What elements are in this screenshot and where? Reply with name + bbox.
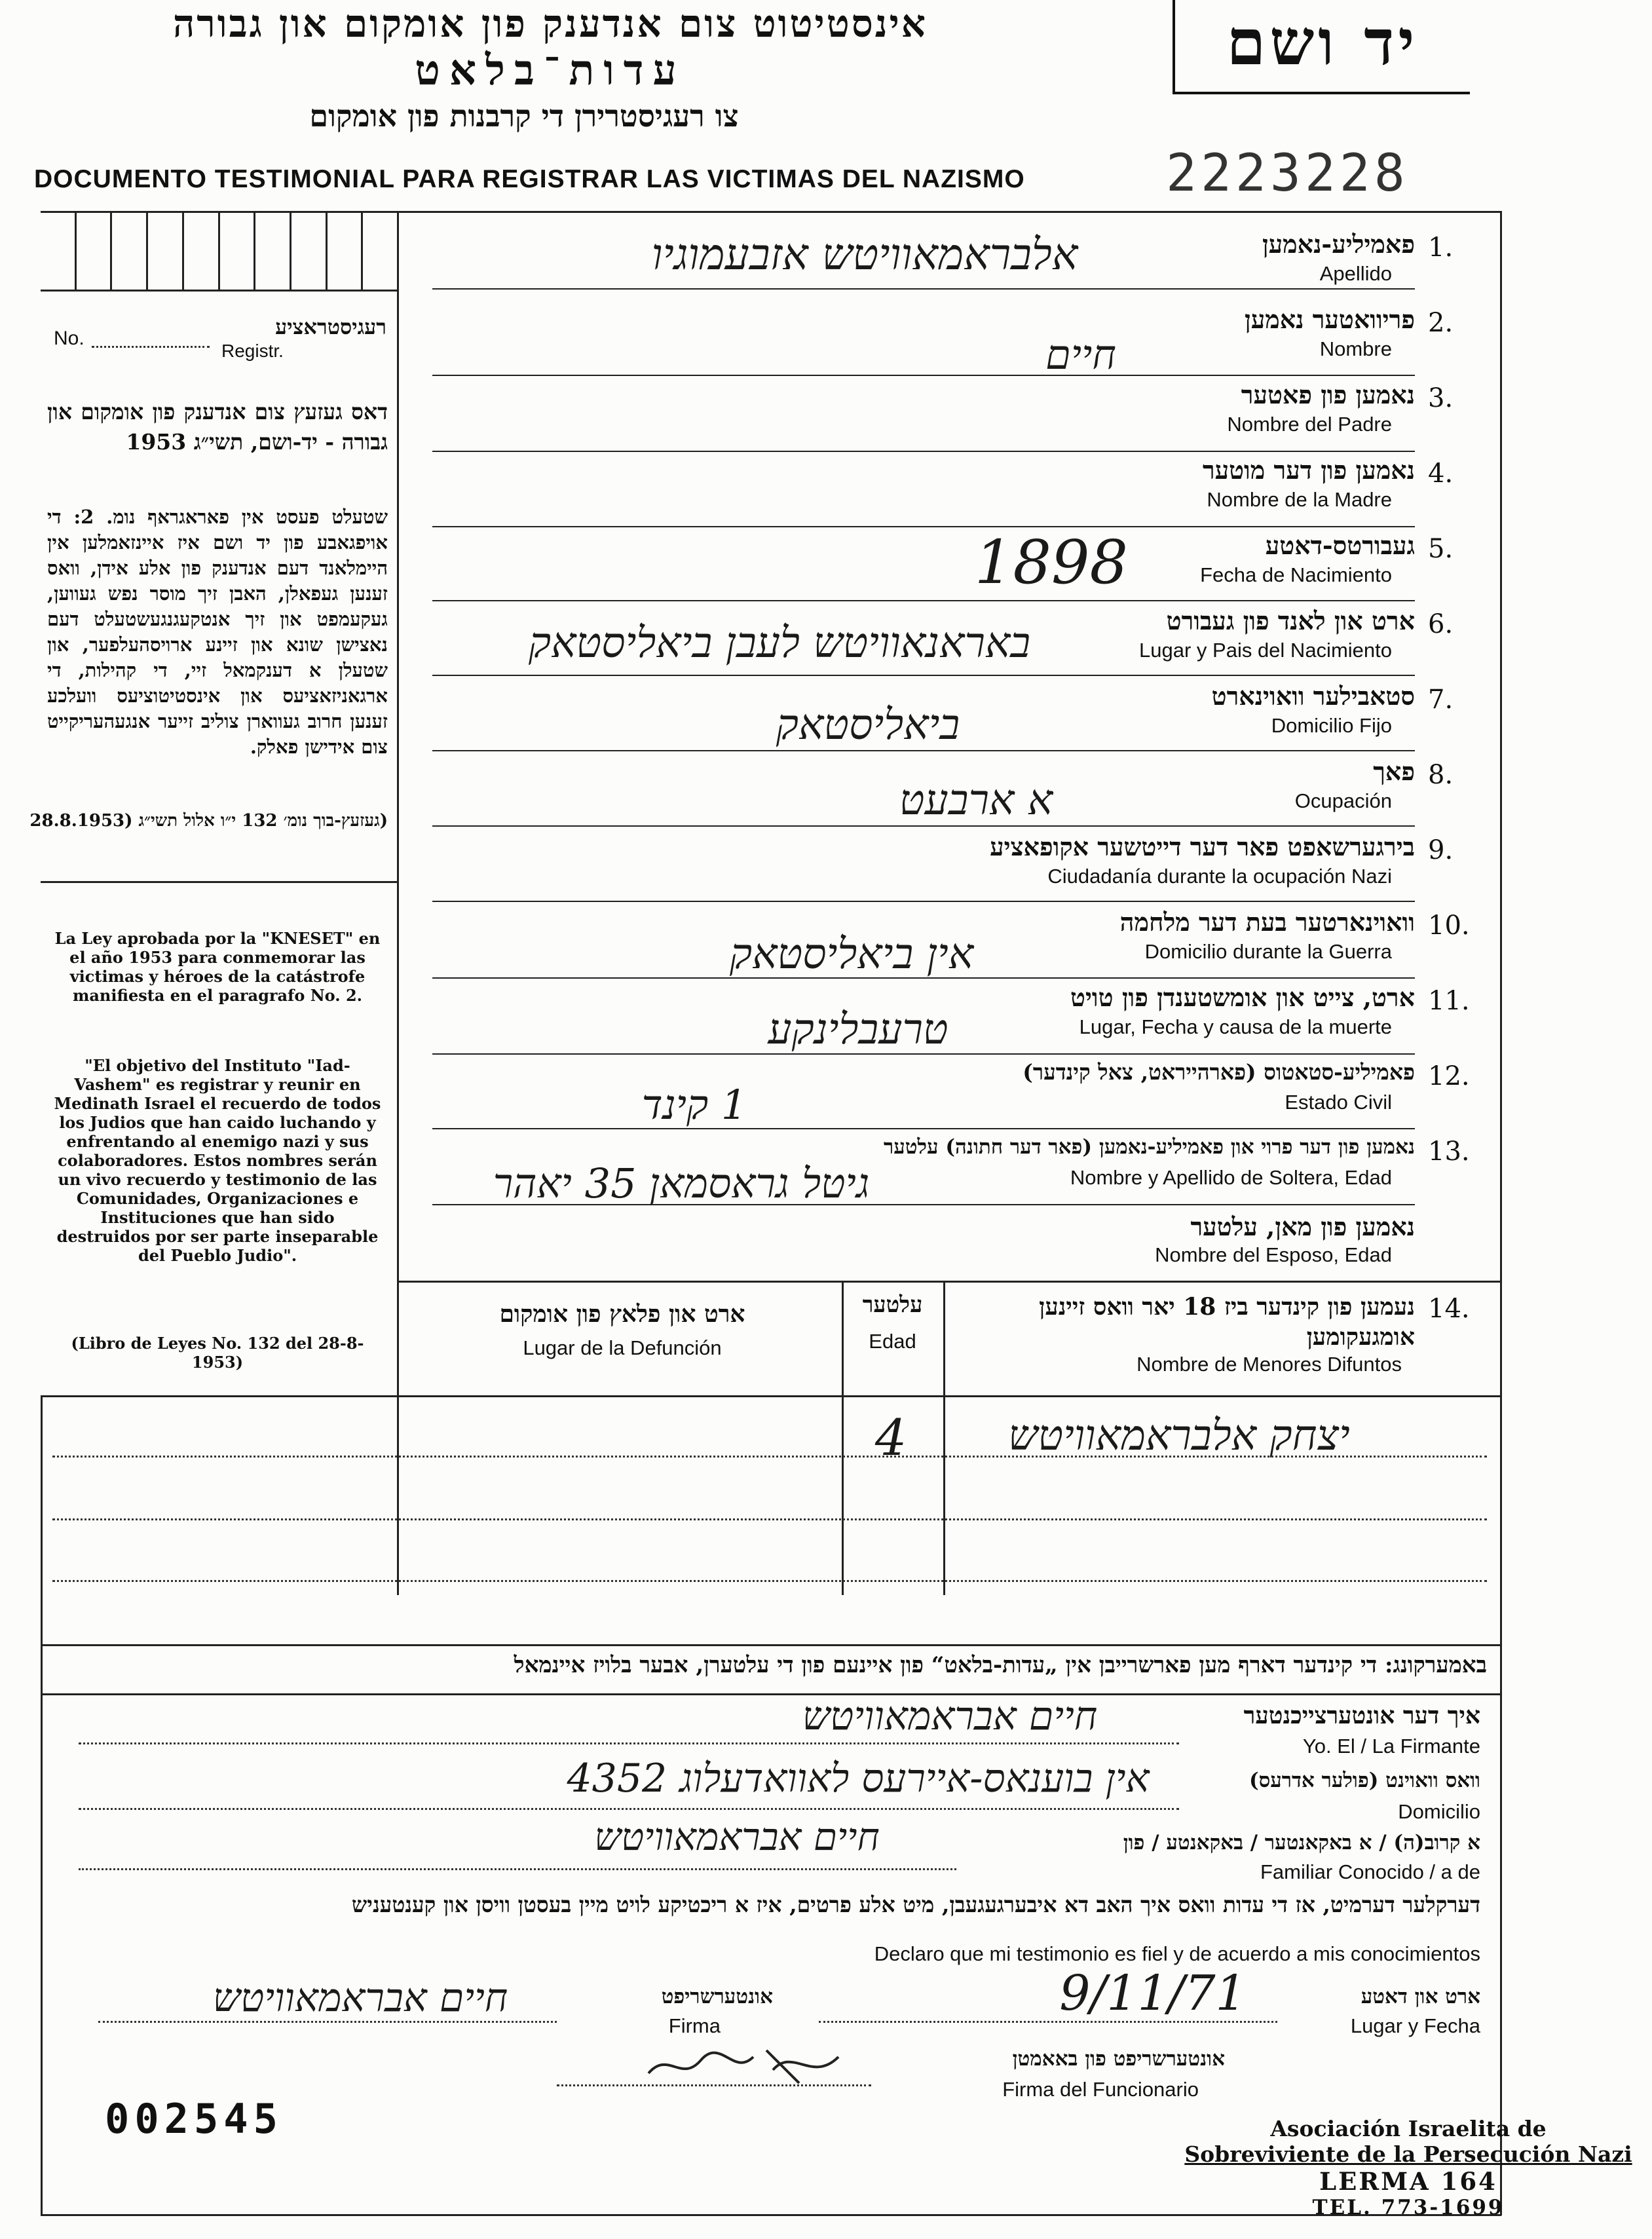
official-signature-scribble xyxy=(642,2037,878,2090)
registration-he: רעגיסטראציע xyxy=(275,314,386,339)
birth-date-value: 1898 xyxy=(974,527,1129,597)
remark-top-line xyxy=(41,1644,1500,1646)
registration-es: Registr. xyxy=(221,341,284,361)
association-line-1: Asociación Israelita de xyxy=(1270,2116,1547,2141)
birthplace-value: באראנאוויטש לעבן ביאליסטאק xyxy=(528,619,1031,668)
domicile-value: ביאליסטאק xyxy=(776,701,960,749)
child-age-cell: 4 xyxy=(874,1408,907,1467)
remark-text: באמערקונג: די קינדער דארף מען פארשרייבן אין „עדות-בלאט“ פון איינעם פון די עלטערן, אבער בלויז איינמאל xyxy=(514,1652,1487,1678)
children-place-header-he: ארט און פלאץ פון אומקום xyxy=(499,1300,745,1328)
marital-status-value: 1 קינד xyxy=(641,1081,747,1129)
association-address: LERMA 164 xyxy=(1319,2167,1497,2196)
law-es-1: La Ley aprobada por la "KNESET" en el año 1953 para conmemorar las victimas y héroes de la catástrofe manifiesta en el paragrafo No. 2. xyxy=(54,929,381,1005)
association-phone: TEL. 773-1699 xyxy=(1312,2196,1505,2219)
law-es-2: "El objetivo del Instituto "Iad-Vashem" es registrar y reunir en Medinath Israel el recuerdo de todos los Judios que han caido luchando y enfrentando al enemigo nazi y sus colaboradores. Estos nombres serán un vivo recuerdo y testimonio de las Comunidades, Organizaciones e Instituciones que han sido destruidos por ser parte inseparable del Pueblo Judio". xyxy=(54,1056,381,1265)
stamp-text: יד ושם xyxy=(1226,5,1419,79)
sidebar-divider xyxy=(397,211,399,1377)
tick-strip xyxy=(41,211,397,290)
sidebar-section-divider xyxy=(41,881,397,883)
law-es-citation: (Libro de Leyes No. 132 del 28-8-1953) xyxy=(71,1334,364,1372)
child-name-cell: יצחק אלבראמאוויטש xyxy=(1008,1412,1350,1460)
children-age-header-he: עלטער xyxy=(862,1292,923,1318)
first-name-value: חיים xyxy=(1045,331,1116,379)
children-place-header-es: Lugar de la Defunción xyxy=(523,1336,722,1359)
frame-left-lower xyxy=(41,1595,43,2214)
registration-no-line xyxy=(92,346,210,348)
frame-right xyxy=(1500,211,1502,2215)
death-place-value: טרעבלינקע xyxy=(768,1006,948,1054)
registration-no-label: No. xyxy=(54,328,84,349)
signer-value: חיים אבראמאוויטש xyxy=(802,1693,1098,1739)
doc-number: 002545 xyxy=(105,2095,283,2143)
institute-line: אינסטיטוט צום אנדענק פון אומקום און גבורה xyxy=(172,1,928,46)
law-paragraph-2: שטעלט פעסט אין פאראגראף נומ. 2: די אויפגאבע פון יד ושם איז איינזאמלען אין היימלאנד דעם אנדענק פון אלע אידן, וואס זענען געפאלן, האבן זיך מוסר נפש געווען, געקעמפט און זיך אנטקעגנגעשטעלט דעם נאצישן שונא און זיינע ארויסהעלפער, און שטעלן א דענקמאל זיי, די קהילות, די ארגאניזאציעס און אינסטיטוציעס וועלכע זענען חרוב געווארן צוליב זייער אנגעהעריקייט צום אידישן פאלק. xyxy=(47,506,388,758)
children-age-header-es: Edad xyxy=(869,1330,916,1353)
association-line-2: Sobreviviente de la Persecución Nazi xyxy=(1184,2141,1632,2167)
association-stamp xyxy=(1179,2116,1638,2219)
archive-stamp xyxy=(1173,0,1470,94)
edut-title: עדות־בלאט xyxy=(415,46,686,95)
children-table-top xyxy=(397,1281,1500,1283)
children-name-header-he: נעמען פון קינדער ביז 18 יאר וואס זיינען אומגעקומען xyxy=(1039,1293,1415,1351)
law-citation-he: (געזעץ-בוך נומ׳ 132 י״ו אלול תשי״ג (28.8.1953 xyxy=(29,811,388,831)
serial-number: 2223228 xyxy=(1166,144,1409,203)
declaration-es: Declaro que mi testimonio es fiel y de acuerdo a mis conocimientos xyxy=(874,1942,1480,1965)
relation-value: חיים אבראמאוויטש xyxy=(594,1815,880,1859)
tick-strip-bottom xyxy=(41,290,397,292)
wife-name-value: גיטל גראסמאן 35 יאהר xyxy=(493,1159,870,1207)
document-page: אינסטיטוט צום אנדענק פון אומקום און גבורה עדות־בלאט צו רעגיסטרירן די קרבנות פון אומקום DOCUMENTO TESTIMONIAL PARA REGISTRAR LAS VICTIMAS DEL NAZISMO יד ושם 2223228 No. Registr. רעגיסטראציע דאס געזעץ צום אנדענק פון אומקום און גבורה - יד-ושם, תשי״ג 1953 שטעלט פעסט אין פאראגראף נומ. 2: די אויפגאבע פון יד ושם איז איינזאמלען אין היימלאנד דעם אנדענק פון אלע אידן, וואס זענען געפאלן, האבן זיך מוסר נפש געווען, געקעמפט און זיך אנטקעגנגעשטעלט דעם נאצישן שונא און זיינע ארויסהעלפער, און שטעלן א דענקמאל זיי, די קהילות, די ארגאניזאציעס און אינסטיטוציעס וועלכע זענען חרוב געווארן צוליב זייער אנגעהעריקייט צום אידישן פאלק. (געזעץ-בוך נומ׳ 132 י״ו אלול תשי״ג (28.8.1953 La Ley aprobada por la "KNESET" en el año 1953 para conmemorar las victimas y héroes de la catástrofe manifiesta en el paragrafo No. 2. "El objetivo del Instituto "Iad-Vashem" es registrar y reunir en Medinath Israel el recuerdo de todos los Judios que han caido luchando y enfrentando al enemigo nazi y sus colaboradores. Estos nombres serán un vivo recuerdo y testimonio de las Comunidades, Organizaciones e Instituciones que han sido destruidos por ser parte inseparable del Pueblo Judio". (Libro de Leyes No. 132 del 28-8-1953) 1. פאמיליע-נאמען Apellido אלבראמאוויטש אזבעמוגיו 2. פריוואטער נאמען Nombre חיים 3. נאמען פון פאטער Nombre del Padre 4. נאמען פון דער מוטער Nombre de la Madre 5. געבורטס-דאטע Fecha de Nacimiento 1898 6. ארט און לאנד פון געבורט Lugar y Pais del Nacimiento באראנאוויטש לעבן ביאליסטאק 7. סטאבילער וואוינארט Domicilio Fijo ביאליסטאק 8. פאך Ocupación א ארבעט 9. בירגערשאפט פאר דער דייטשער אקופאציע Ciudadanía durante la ocupación Nazi 10. וואוינארטער בעת דער מלחמה Domicilio durante la Guerra אין ביאליסטאק 11. ארט, צייט און אומשטענדן פון טויט Lugar, Fecha y causa de la muerte טרעבלינקע 12. פאמיליע-סטאטוס (פארהייראט, צאל קינדער) Estado Civil 1 קינד 13. נאמען פון דער פרוי און פאמיליע-נאמען (פאר דער חתונה) עלטער Nombre y Apellido de Soltera, Edad גיטל גראסמאן 35 יאהר נאמען פון מאן, עלטער Nombre del Esposo, Edad 14. נעמען פון קינדער ביז 18 יאר וואס זיינען אומגעקומען Nombre de Menores Difuntos עלטער Edad ארט און פלאץ פון אומקום Lugar de la Defunción יצחק אלבראמאוויטש 4 באמערקונג: די קינדער דארף מען פארשרייבן אין „עדות-בלאט“ פון איינעם פון די עלטערן, אבער בלויז איינמאל איך דער אונטערצייכנטער Yo. El / La Firmante חיים אבראמאוויטש וואס וואוינט (פולער אדרעס) Domicilio אין בוענאס-איירעס לאוואדעלוג 4352 א קרוב(ה) / א באקאנטער / באקאנטע / פון Familiar Conocido / a de חיים אבראמאוויטש דערקלער דערמיט, אז די עדות וואס איך האב דא איבערגעגעבן, מיט אלע פרטים, איז א ריכטיקע לויט מיין בעסטן וויסן און קענטעניש Declaro que mi testimonio es fiel y de acuerdo a mis conocimientos אונטערשריפט Firma חיים אבראמאוויטש ארט און דאטע Lugar y Fecha 9/11/71 אונטערשריפט פון באאמטן Firma del Funcionario 002545 Asociación Israelita de Sobreviviente de la Persecución Nazi LERMA 164 TEL. 773-1699 xyxy=(0,0,1652,2239)
address-value: אין בוענאס-איירעס לאוואדעלוג 4352 xyxy=(567,1756,1150,1801)
wartime-domicile-value: אין ביאליסטאק xyxy=(729,930,974,979)
children-name-header-es: Nombre de Menores Difuntos xyxy=(1136,1353,1402,1376)
law-paragraph-1: דאס געזעץ צום אנדענק פון אומקום און גבורה - יד-ושם, תשי״ג 1953 xyxy=(47,399,388,455)
spanish-title: DOCUMENTO TESTIMONIAL PARA REGISTRAR LAS VICTIMAS DEL NAZISMO xyxy=(34,165,1025,193)
signature-value: חיים אבראמאוויטש xyxy=(212,1975,508,2021)
declaration-he: דערקלער דערמיט, אז די עדות וואס איך האב דא איבערגעגעבן, מיט אלע פרטים, איז א ריכטיקע לויט מיין בעסטן וויסן און קענטעניש xyxy=(351,1892,1480,1917)
surname-value: אלבראמאוויטש אזבעמוגיו xyxy=(651,229,1078,280)
occupation-value: א ארבעט xyxy=(899,776,1053,825)
register-line: צו רעגיסטרירן די קרבנות פון אומקום xyxy=(309,98,739,134)
place-date-value: 9/11/71 xyxy=(1059,1965,1247,2022)
